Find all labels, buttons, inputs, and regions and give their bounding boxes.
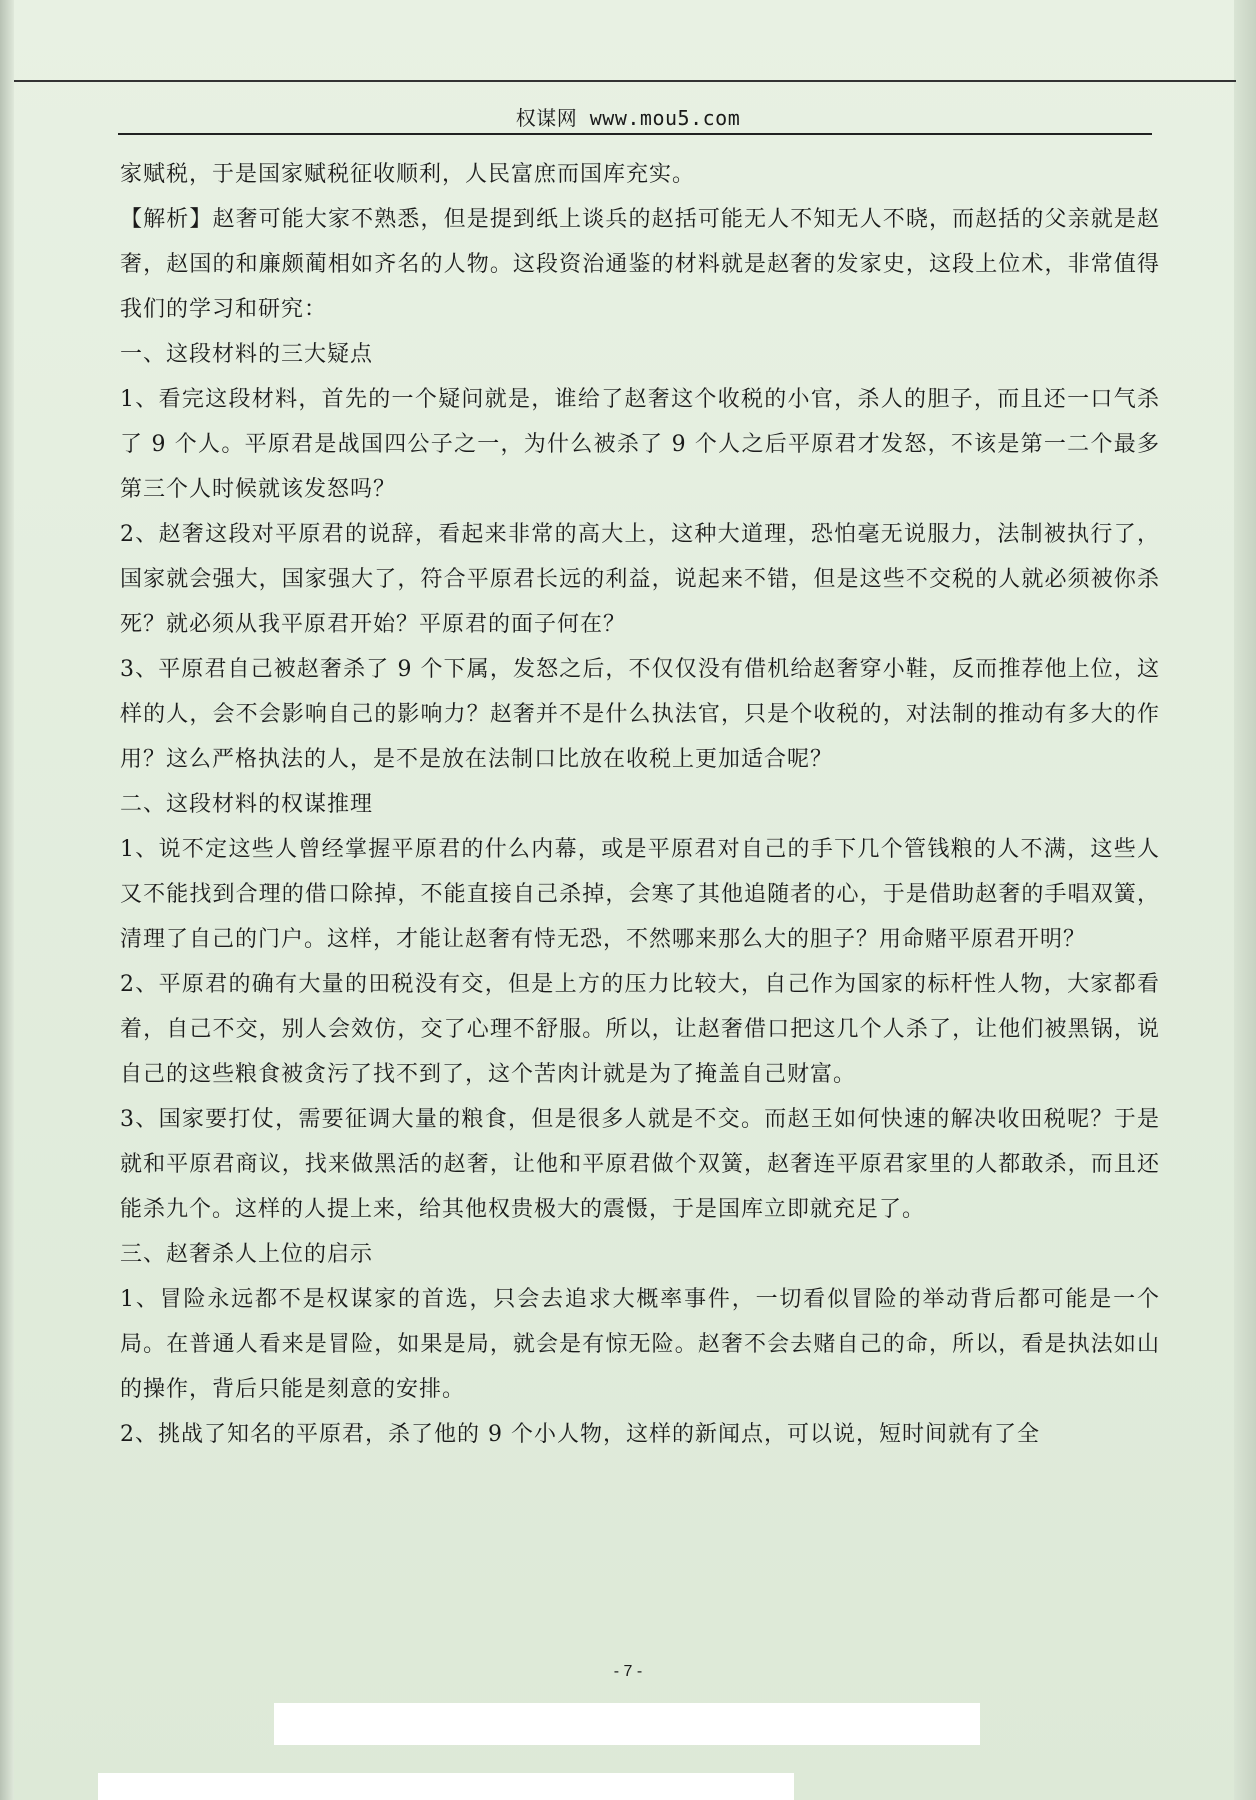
top-border-rule [14,80,1236,82]
paragraph: 2、平原君的确有大量的田税没有交，但是上方的压力比较大，自己作为国家的标杆性人物，大家都看着，自己不交，别人会效仿，交了心理不舒服。所以，让赵奢借口把这几个人杀了，让他们被黑锅，说自己的这些粮食被贪污了找不到了，这个苦肉计就是为了掩盖自己财富。 [120,972,1160,1087]
redaction-bar [98,1773,794,1800]
section-heading: 一、这段材料的三大疑点 [120,342,374,367]
paragraph: 1、看完这段材料，首先的一个疑问就是，谁给了赵奢这个收税的小官，杀人的胆子，而且还一口气杀了 9 个人。平原君是战国四公子之一，为什么被杀了 9 个人之后平原君才发怒，不该是第一二个最多第三个人时候就该发怒吗？ [120,387,1160,502]
page-left-shadow [0,0,14,1800]
page-header: 权谋网 www.mou5.com [515,106,741,130]
paragraph: 3、平原君自己被赵奢杀了 9 个下属，发怒之后，不仅仅没有借机给赵奢穿小鞋，反而推荐他上位，这样的人，会不会影响自己的影响力？赵奢并不是什么执法官，只是个收税的，对法制的推动有多大的作用？这么严格执法的人，是不是放在法制口比放在收税上更加适合呢？ [120,657,1160,772]
paragraph: 2、挑战了知名的平原君，杀了他的 9 个小人物，这样的新闻点，可以说，短时间就有了全 [120,1422,1040,1447]
paragraph: 1、冒险永远都不是权谋家的首选，只会去追求大概率事件，一切看似冒险的举动背后都可能是一个局。在普通人看来是冒险，如果是局，就会是有惊无险。赵奢不会去赌自己的命，所以，看是执法如山的操作，背后只能是刻意的安排。 [120,1287,1160,1402]
page-right-edge [1234,0,1256,1800]
paragraph: 3、国家要打仗，需要征调大量的粮食，但是很多人就是不交。而赵王如何快速的解决收田税呢？于是就和平原君商议，找来做黑活的赵奢，让他和平原君做个双簧，赵奢连平原君家里的人都敢杀，而且还能杀九个。这样的人提上来，给其他权贵极大的震慑，于是国库立即就充足了。 [120,1107,1160,1222]
section-heading: 三、赵奢杀人上位的启示 [120,1242,374,1267]
redaction-bar [274,1703,980,1745]
section-heading: 二、这段材料的权谋推理 [120,792,374,817]
page-number: - 7 - [613,1663,643,1680]
paragraph: 1、说不定这些人曾经掌握平原君的什么内幕，或是平原君对自己的手下几个管钱粮的人不满，这些人又不能找到合理的借口除掉，不能直接自己杀掉，会寒了其他追随者的心，于是借助赵奢的手唱双簧，清理了自己的门户。这样，才能让赵奢有恃无恐，不然哪来那么大的胆子？用命赌平原君开明？ [120,837,1160,952]
paragraph: 2、赵奢这段对平原君的说辞，看起来非常的高大上，这种大道理，恐怕毫无说服力，法制被执行了，国家就会强大，国家强大了，符合平原君长远的利益，说起来不错，但是这些不交税的人就必须被你杀死？就必须从我平原君开始？平原君的面子何在？ [120,522,1160,637]
paragraph: 家赋税，于是国家赋税征收顺利，人民富庶而国库充实。 [120,162,696,187]
paragraph: 【解析】赵奢可能大家不熟悉，但是提到纸上谈兵的赵括可能无人不知无人不晓，而赵括的父亲就是赵奢，赵国的和廉颇蔺相如齐名的人物。这段资治通鉴的材料就是赵奢的发家史，这段上位术，非常值得我们的学习和研究： [120,207,1160,322]
header-underline [118,133,1152,135]
body-text [120,152,1160,1457]
